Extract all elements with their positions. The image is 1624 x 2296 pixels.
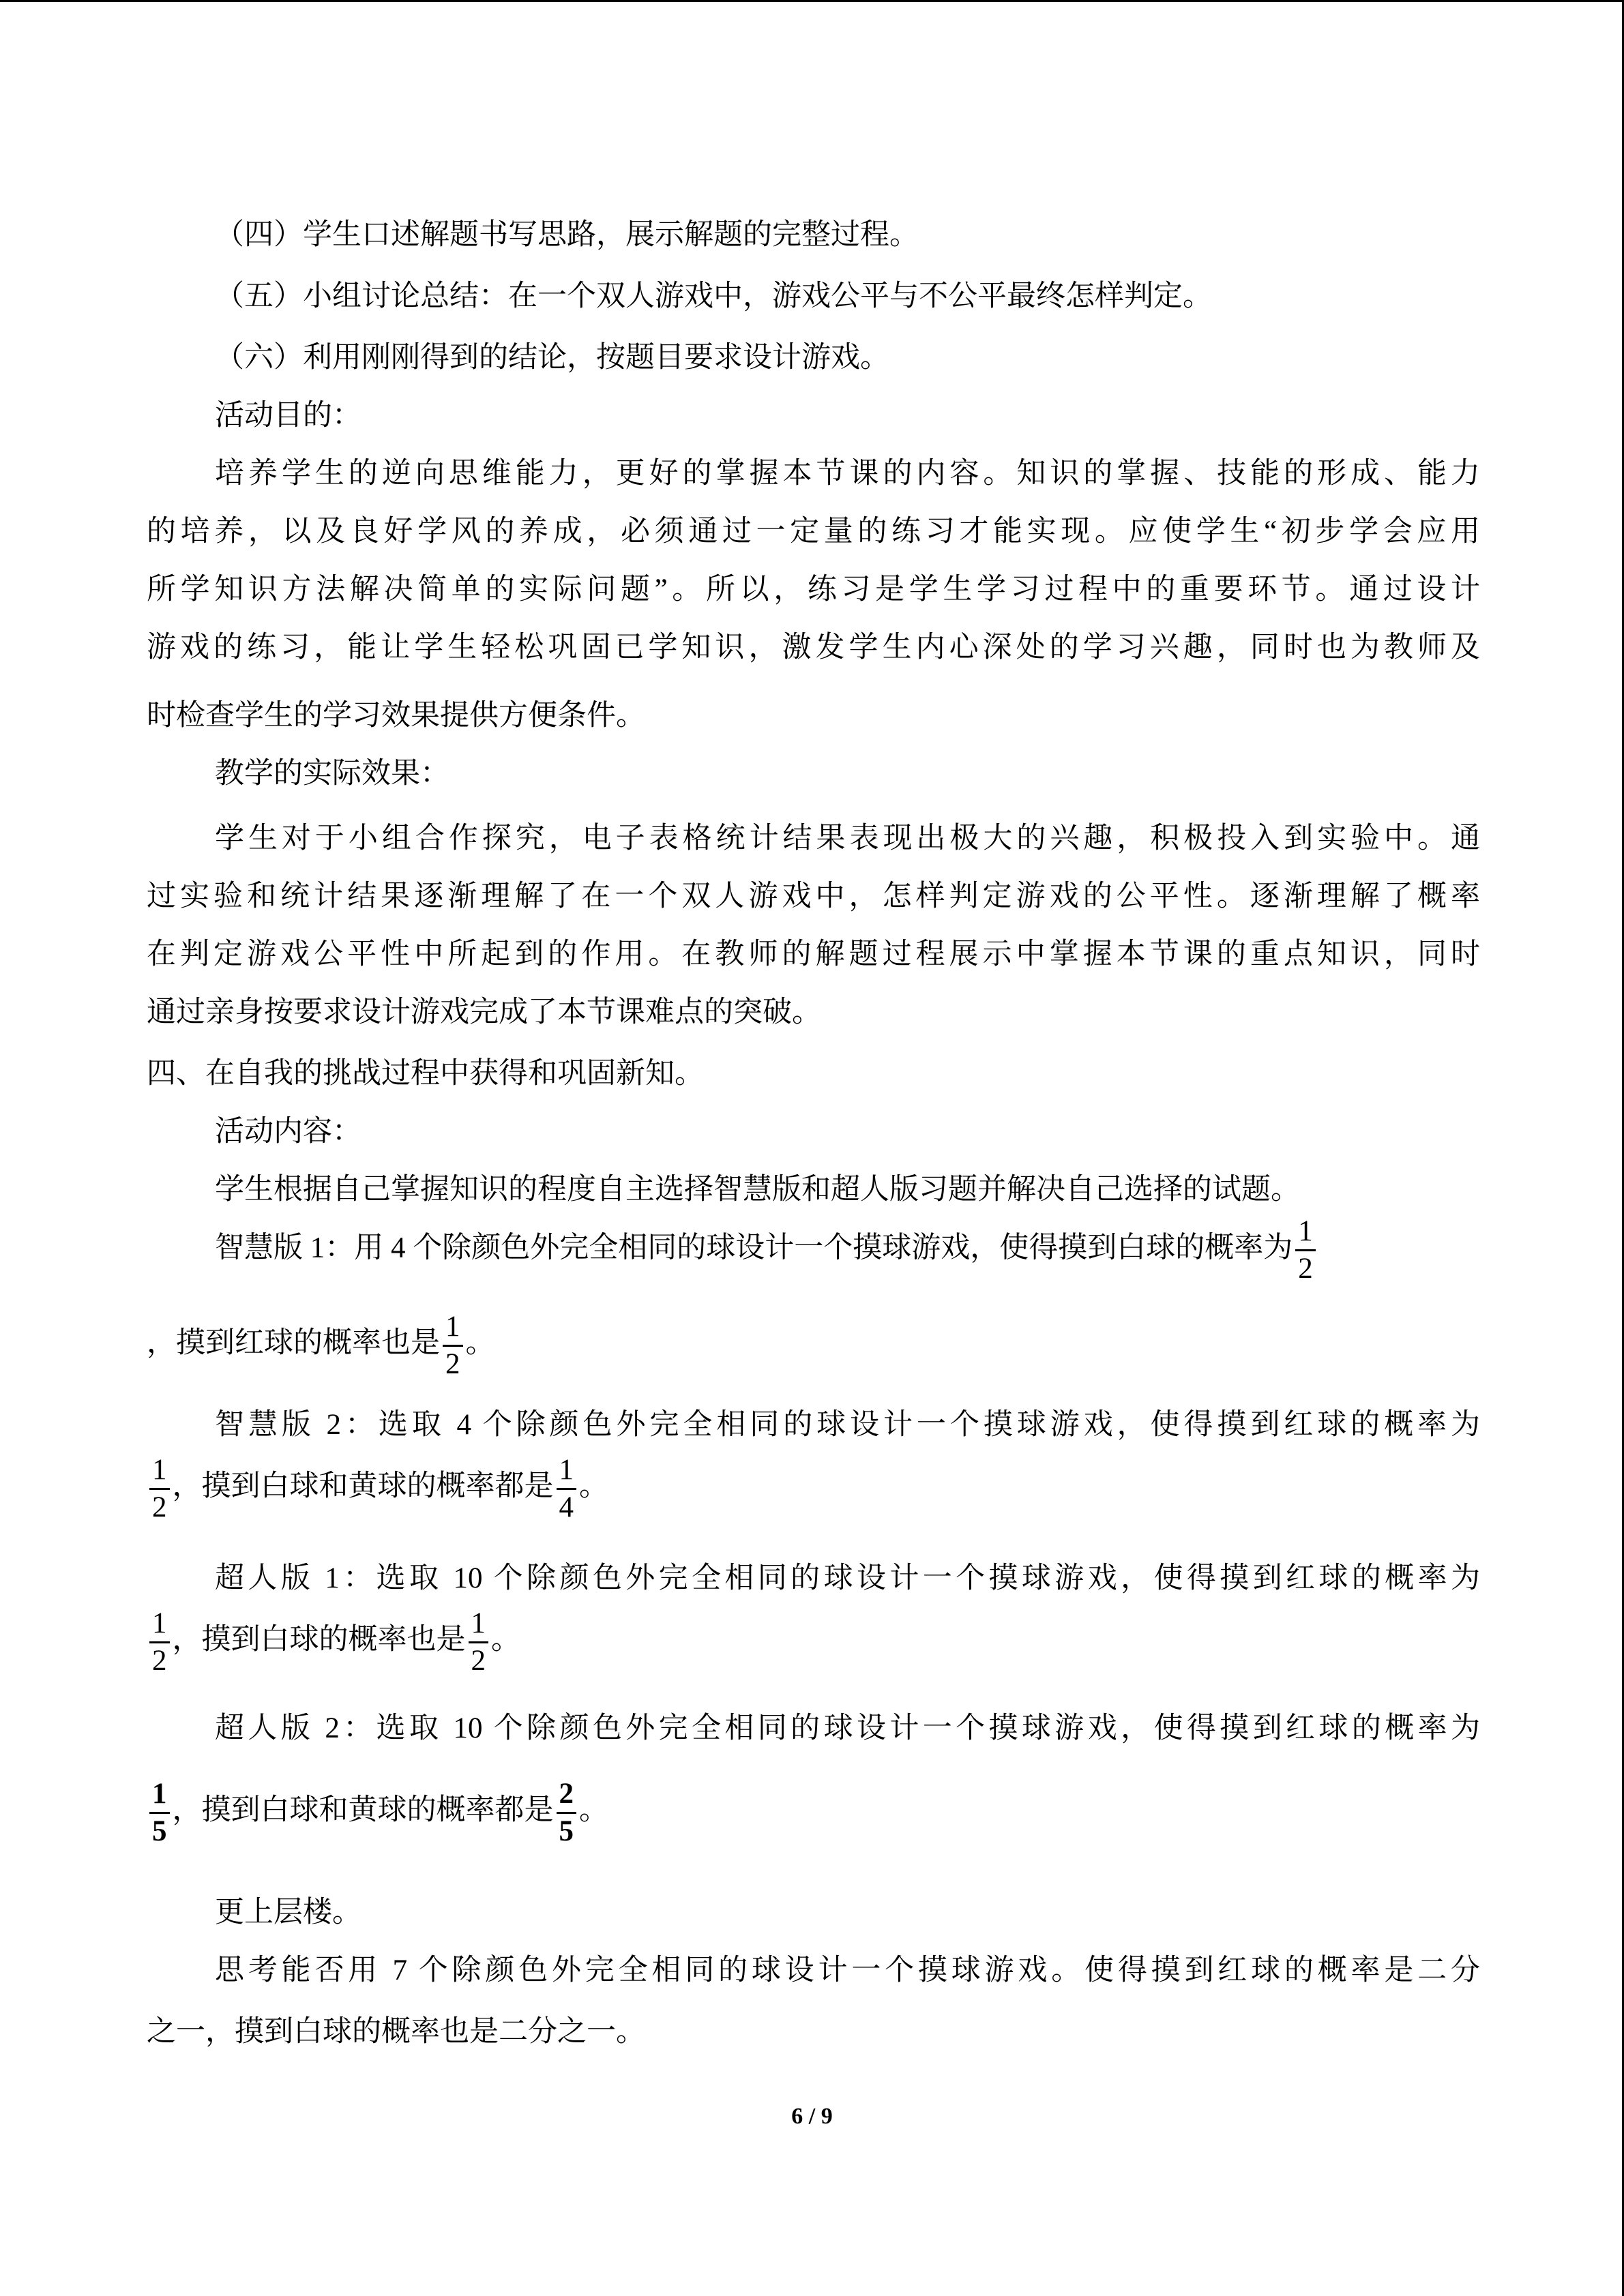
page-number: 6 / 9 — [791, 2104, 833, 2129]
heading-activity-content: 活动内容： — [215, 1116, 361, 1148]
effect-text-line-3: 在判定游戏公平性中所起到的作用。在教师的解题过程展示中掌握本节课的重点知识，同时 — [147, 938, 1480, 970]
goal-text-line-3: 所学知识方法解决简单的实际问题”。所以，练习是学生学习过程中的重要环节。通过设计 — [147, 573, 1480, 606]
fraction-one-half: $\frac{1}{2}$ — [469, 1606, 489, 1679]
content-text: 学生根据自己掌握知识的程度自主选择智慧版和超人版习题并解决自己选择的试题。 — [215, 1174, 1300, 1206]
effect-text-line-1: 学生对于小组合作探究，电子表格统计结果表现出极大的兴趣，积极投入到实验中。通 — [215, 822, 1480, 854]
superman-1-line-2: $\frac{1}{2}$ ，摸到白球的概率也是 $\frac{1}{2}$ 。 — [147, 1602, 1480, 1678]
paragraph-step-4: （四）学生口述解题书写思路，展示解题的完整过程。 — [215, 219, 919, 251]
wisdom-1-line-1 — [215, 1214, 1480, 1285]
fraction-one-half: $\frac{1}{2}$ — [149, 1452, 170, 1525]
goal-text-line-2: 的培养，以及良好学风的养成，必须通过一定量的练习才能实现。应使学生“初步学会应用 — [147, 516, 1480, 548]
section-heading-4: 四、在自我的挑战过程中获得和巩固新知。 — [147, 1058, 704, 1090]
fraction-one-fifth: $\frac{1}{5}$ — [149, 1776, 170, 1849]
further-text-line-1: 思考能否用 7 个除颜色外完全相同的球设计一个摸球游戏。使得摸到红球的概率是二分 — [215, 1954, 1480, 1986]
fraction-two-fifths: $\frac{2}{5}$ — [557, 1776, 577, 1849]
effect-text-line-4: 通过亲身按要求设计游戏完成了本节课难点的突破。 — [147, 996, 821, 1028]
effect-text-line-2: 过实验和统计结果逐渐理解了在一个双人游戏中，怎样判定游戏的公平性。逐渐理解了概率 — [147, 880, 1480, 912]
paragraph-step-6: （六）利用刚刚得到的结论，按题目要求设计游戏。 — [215, 342, 889, 374]
goal-text-line-4: 游戏的练习，能让学生轻松巩固已学知识，激发学生内心深处的学习兴趣，同时也为教师及 — [147, 631, 1480, 664]
superman-1-line-1: 超人版 1：选取 10 个除颜色外完全相同的球设计一个摸球游戏，使得摸到红球的概率为 — [215, 1562, 1480, 1594]
heading-activity-goal: 活动目的： — [215, 400, 361, 432]
fraction-one-quarter: $\frac{1}{4}$ — [557, 1452, 577, 1525]
wisdom-1-text: 智慧版 1：用 4 个除颜色外完全相同的球设计一个摸球游戏，使得摸到白球的概率为 — [215, 1232, 1293, 1264]
further-text-line-2: 之一，摸到白球的概率也是二分之一。 — [147, 2016, 645, 2048]
document-page — [147, 0, 1480, 2296]
heading-actual-effect: 教学的实际效果： — [215, 758, 449, 790]
wisdom-2-line-1: 智慧版 2：选取 4 个除颜色外完全相同的球设计一个摸球游戏，使得摸到红球的概率为 — [215, 1409, 1480, 1441]
superman-2-line-2: $\frac{1}{5}$ ，摸到白球和黄球的概率都是 $\frac{2}{5}$ 。 — [147, 1773, 1480, 1848]
fraction-one-half: $\frac{1}{2}$ — [443, 1309, 463, 1382]
superman-2-line-1: 超人版 2：选取 10 个除颜色外完全相同的球设计一个摸球游戏，使得摸到红球的概率为 — [215, 1712, 1480, 1744]
paragraph-step-5: （五）小组讨论总结：在一个双人游戏中，游戏公平与不公平最终怎样判定。 — [215, 280, 1212, 312]
fraction-one-half: $\frac{1}{2}$ — [1295, 1214, 1316, 1287]
goal-text-line-5: 时检查学生的学习效果提供方便条件。 — [147, 700, 645, 732]
wisdom-1-line-2: ，摸到红球的概率也是 $\frac{1}{2}$ 。 — [147, 1306, 1480, 1381]
goal-text-line-1: 培养学生的逆向思维能力，更好的掌握本节课的内容。知识的掌握、技能的形成、能力 — [215, 458, 1480, 490]
heading-further: 更上层楼。 — [215, 1896, 361, 1928]
wisdom-2-line-2: $\frac{1}{2}$ ，摸到白球和黄球的概率都是 $\frac{1}{4}$ 。 — [147, 1449, 1480, 1524]
fraction-one-half: $\frac{1}{2}$ — [149, 1606, 170, 1679]
